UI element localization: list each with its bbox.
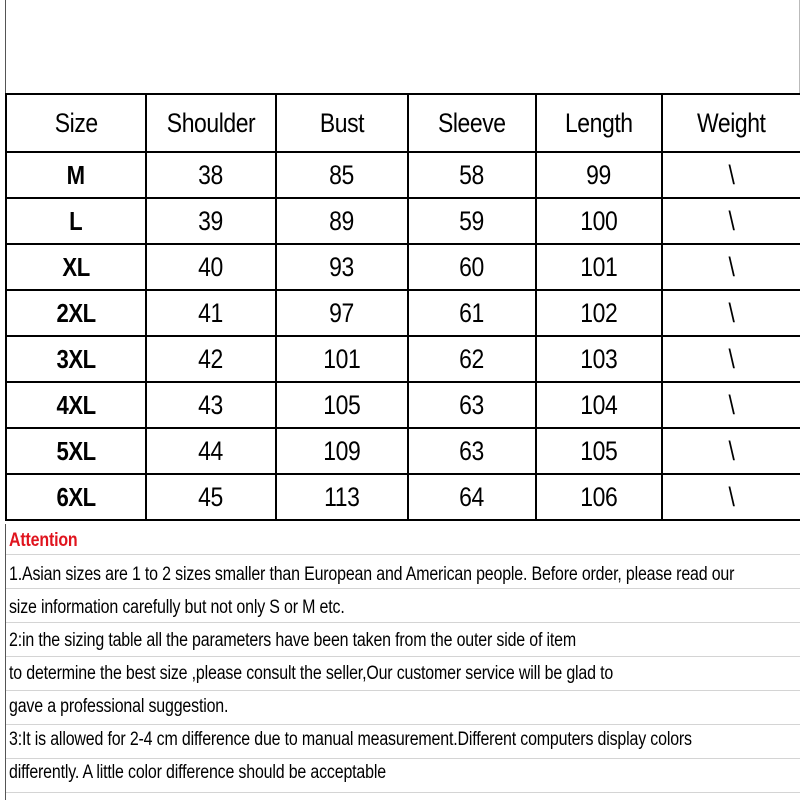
cell-length [536, 198, 662, 244]
grid-line [6, 656, 800, 657]
cell-size-value: M [66, 159, 85, 190]
grid-line [6, 690, 800, 691]
cell-weight-value: \ [728, 251, 735, 282]
cell-shoulder [146, 152, 276, 198]
note-line-4: to determine the best size ,please consult the seller,Our customer service will be glad to [9, 663, 614, 684]
attention-heading: Attention [9, 530, 78, 551]
cell-weight-value: \ [728, 205, 735, 236]
cell-length [536, 152, 662, 198]
cell-bust-value: 113 [324, 481, 360, 512]
cell-shoulder [146, 198, 276, 244]
cell-length [536, 382, 662, 428]
cell-bust-value: 109 [323, 435, 361, 466]
cell-shoulder [146, 474, 276, 520]
cell-shoulder-value: 45 [198, 481, 224, 512]
cell-bust-value: 89 [329, 205, 355, 236]
cell-length-value: 102 [580, 297, 618, 328]
cell-size-value: L [69, 205, 83, 236]
cell-shoulder [146, 336, 276, 382]
header-size [6, 94, 146, 152]
cell-size-value: 3XL [56, 343, 96, 374]
table-row [6, 198, 800, 244]
table-body [6, 152, 800, 520]
cell-sleeve-value: 61 [459, 297, 485, 328]
cell-sleeve-value: 62 [459, 343, 485, 374]
cell-bust-value: 105 [323, 389, 361, 420]
table-row [6, 428, 800, 474]
cell-bust [276, 474, 408, 520]
header-sleeve-label: Sleeve [438, 107, 506, 138]
cell-sleeve [408, 152, 536, 198]
note-line-6: 3:It is allowed for 2-4 cm difference due to manual measurement.Different computers display colors [9, 729, 692, 750]
cell-length-value: 101 [580, 251, 618, 282]
cell-bust [276, 152, 408, 198]
cell-bust-value: 93 [329, 251, 355, 282]
grid-line [6, 792, 800, 793]
cell-size [6, 290, 146, 336]
cell-bust [276, 244, 408, 290]
cell-shoulder-value: 44 [198, 435, 224, 466]
cell-size [6, 152, 146, 198]
cell-bust-value: 101 [323, 343, 361, 374]
cell-length-value: 100 [580, 205, 618, 236]
cell-sleeve [408, 382, 536, 428]
cell-sleeve [408, 244, 536, 290]
cell-length-value: 104 [580, 389, 618, 420]
cell-sleeve-value: 58 [459, 159, 485, 190]
note-line-3: 2:in the sizing table all the parameters have been taken from the outer side of item [9, 630, 576, 651]
cell-weight-value: \ [728, 389, 735, 420]
table-row [6, 152, 800, 198]
cell-size [6, 198, 146, 244]
table-row [6, 474, 800, 520]
cell-size-value: 6XL [56, 481, 96, 512]
header-length [536, 94, 662, 152]
cell-weight-value: \ [728, 343, 735, 374]
grid-line [6, 622, 800, 623]
header-length-label: Length [565, 107, 633, 138]
cell-bust [276, 428, 408, 474]
cell-sleeve-value: 63 [459, 435, 485, 466]
cell-shoulder [146, 290, 276, 336]
cell-weight [662, 336, 800, 382]
cell-size-value: 5XL [56, 435, 96, 466]
note-line-2: size information carefully but not only S or M etc. [9, 597, 345, 618]
cell-sleeve [408, 336, 536, 382]
cell-shoulder [146, 382, 276, 428]
grid-line [6, 554, 800, 555]
cell-length [536, 428, 662, 474]
cell-size [6, 336, 146, 382]
header-weight [662, 94, 800, 152]
cell-sleeve-value: 59 [459, 205, 485, 236]
cell-weight-value: \ [728, 435, 735, 466]
cell-weight-value: \ [728, 297, 735, 328]
table-row [6, 244, 800, 290]
cell-weight [662, 474, 800, 520]
header-bust [276, 94, 408, 152]
cell-size-value: 4XL [56, 389, 96, 420]
cell-size [6, 244, 146, 290]
cell-length [536, 244, 662, 290]
cell-shoulder-value: 38 [198, 159, 224, 190]
cell-bust [276, 336, 408, 382]
cell-shoulder-value: 43 [198, 389, 224, 420]
note-line-1: 1.Asian sizes are 1 to 2 sizes smaller than European and American people. Before order, please read our [9, 564, 735, 585]
cell-size [6, 474, 146, 520]
grid-line [6, 588, 800, 589]
cell-sleeve-value: 60 [459, 251, 485, 282]
cell-weight [662, 198, 800, 244]
cell-weight [662, 152, 800, 198]
cell-weight [662, 428, 800, 474]
cell-bust [276, 290, 408, 336]
grid-line [6, 724, 800, 725]
cell-sleeve [408, 474, 536, 520]
cell-size-value: 2XL [56, 297, 96, 328]
grid-line [6, 758, 800, 759]
cell-weight-value: \ [728, 159, 735, 190]
cell-bust [276, 198, 408, 244]
cell-weight [662, 244, 800, 290]
cell-size [6, 382, 146, 428]
attention-notes [5, 524, 800, 800]
cell-sleeve-value: 64 [459, 481, 485, 512]
cell-shoulder-value: 42 [198, 343, 224, 374]
cell-sleeve [408, 198, 536, 244]
cell-weight [662, 290, 800, 336]
table-row [6, 382, 800, 428]
cell-shoulder-value: 40 [198, 251, 224, 282]
cell-shoulder [146, 244, 276, 290]
cell-length-value: 103 [580, 343, 618, 374]
header-weight-label: Weight [697, 107, 766, 138]
cell-size [6, 428, 146, 474]
cell-weight [662, 382, 800, 428]
cell-size-value: XL [62, 251, 90, 282]
header-bust-label: Bust [319, 107, 365, 138]
size-chart-table [5, 93, 800, 521]
cell-weight-value: \ [728, 481, 735, 512]
cell-shoulder-value: 41 [198, 297, 224, 328]
header-sleeve [408, 94, 536, 152]
cell-bust-value: 85 [329, 159, 355, 190]
cell-sleeve [408, 290, 536, 336]
cell-length [536, 290, 662, 336]
cell-length [536, 474, 662, 520]
table-row [6, 336, 800, 382]
header-size-label: Size [54, 107, 98, 138]
header-shoulder [146, 94, 276, 152]
cell-length-value: 99 [586, 159, 612, 190]
table-row [6, 290, 800, 336]
empty-header-cell [5, 0, 800, 93]
cell-length [536, 336, 662, 382]
note-line-7: differently. A little color difference should be acceptable [9, 762, 386, 783]
note-line-5: gave a professional suggestion. [9, 696, 229, 717]
cell-bust-value: 97 [329, 297, 355, 328]
cell-sleeve [408, 428, 536, 474]
table-header-row [6, 94, 800, 152]
cell-bust [276, 382, 408, 428]
cell-length-value: 105 [580, 435, 618, 466]
cell-length-value: 106 [580, 481, 618, 512]
cell-sleeve-value: 63 [459, 389, 485, 420]
cell-shoulder-value: 39 [198, 205, 224, 236]
cell-shoulder [146, 428, 276, 474]
header-shoulder-label: Shoulder [166, 107, 256, 138]
